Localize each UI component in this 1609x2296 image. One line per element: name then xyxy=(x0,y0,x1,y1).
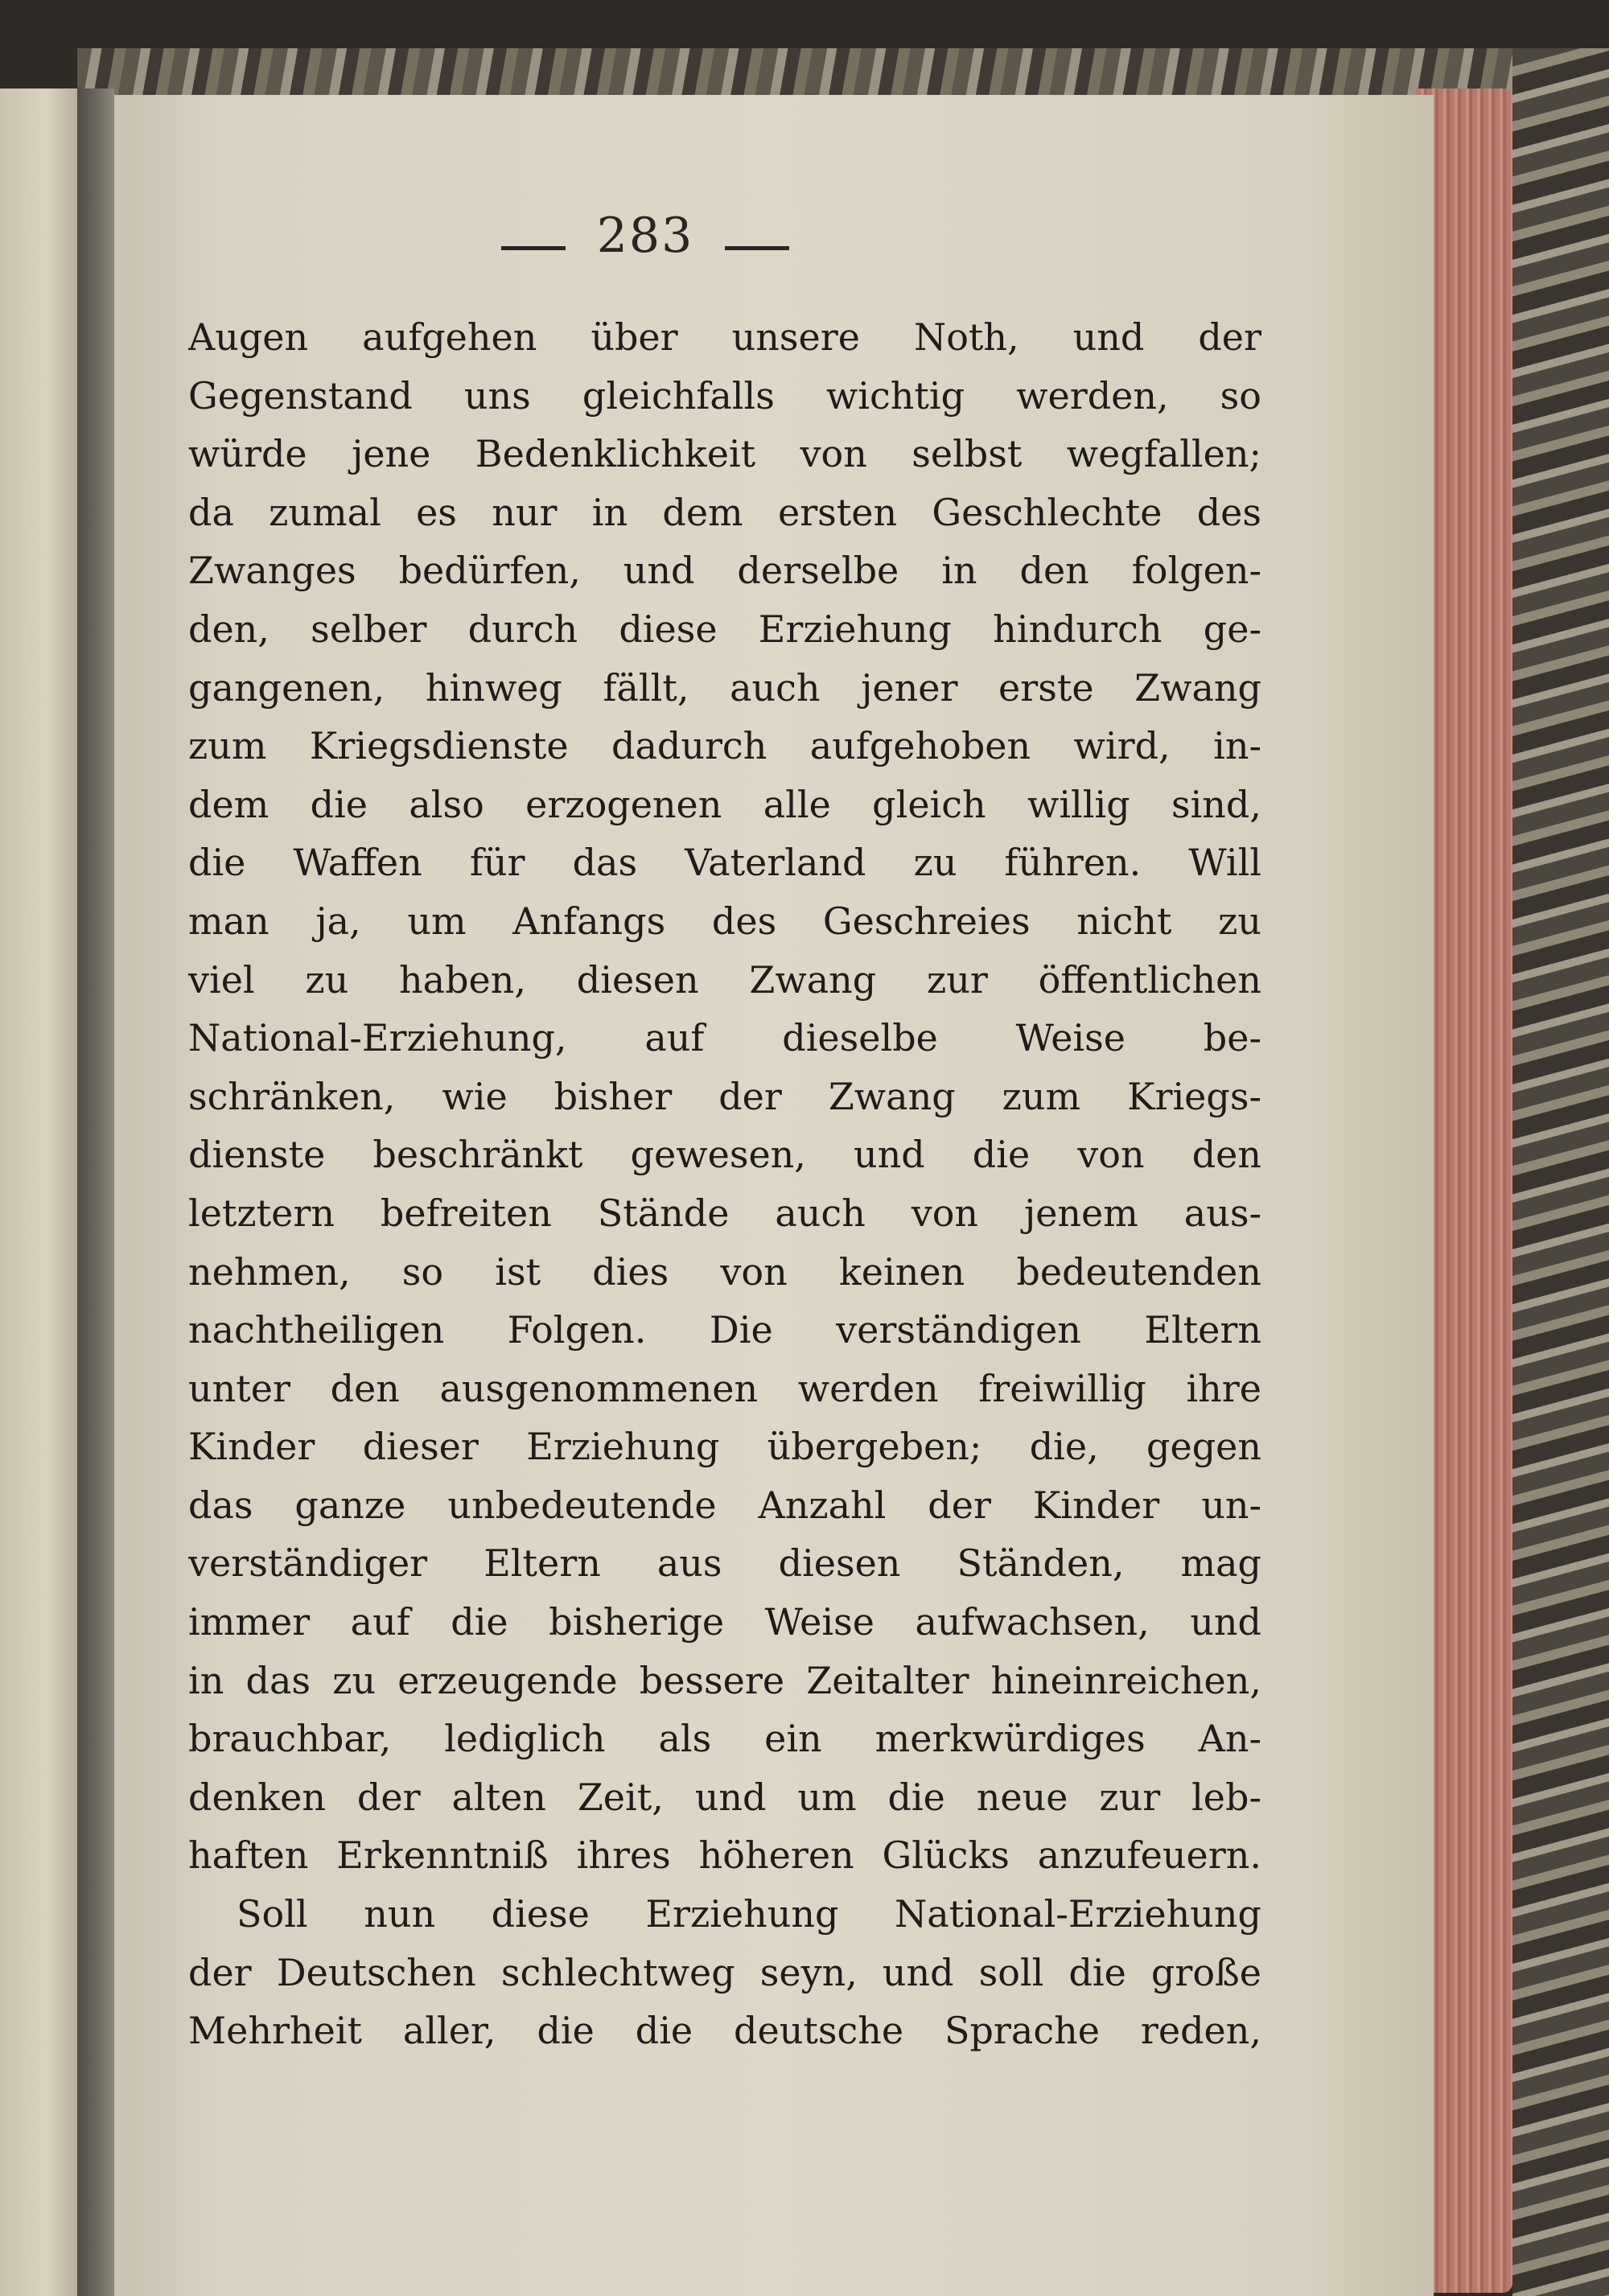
text-line: gangenen, hinweg fällt, auch jener erste Zwang xyxy=(188,665,1261,710)
text-line: Gegenstand uns gleichfalls wichtig werden, so xyxy=(188,373,1261,418)
text-line: da zumal es nur in dem ersten Geschlechte des xyxy=(188,490,1261,534)
book-page xyxy=(114,95,1434,2296)
page-number: 283 xyxy=(596,208,694,264)
text-line: dienste beschränkt gewesen, und die von den xyxy=(188,1133,1261,1177)
marbled-cover-right xyxy=(1512,48,1609,2296)
marbled-cover-top xyxy=(77,48,1609,97)
text-line: die Waffen für das Vaterland zu führen. Will xyxy=(188,841,1261,885)
text-line: nehmen, so ist dies von keinen bedeutenden xyxy=(188,1249,1261,1294)
text-line: den, selber durch diese Erziehung hindurch ge- xyxy=(188,607,1261,651)
text-line: viel zu haben, diesen Zwang zur öffentlichen xyxy=(188,957,1261,1002)
text-line: zum Kriegsdienste dadurch aufgehoben wird, in- xyxy=(188,724,1261,768)
text-line: Zwanges bedürfen, und derselbe in den folgen- xyxy=(188,549,1261,593)
text-line: nachtheiligen Folgen. Die verständigen Eltern xyxy=(188,1308,1261,1352)
text-line: brauchbar, lediglich als ein merkwürdiges An- xyxy=(188,1717,1261,1761)
text-line: Mehrheit aller, die die deutsche Sprache reden, xyxy=(188,2009,1261,2053)
facing-page-edge xyxy=(0,88,77,2296)
paragraph-end-line: haften Erkenntniß ihres höheren Glücks anzufeuern. xyxy=(188,1833,1261,1878)
text-line: in das zu erzeugende bessere Zeitalter hineinreichen, xyxy=(188,1658,1261,1702)
page-header xyxy=(0,208,1305,264)
header-dash-left xyxy=(501,246,566,250)
text-line: Augen aufgehen über unsere Noth, und der xyxy=(188,315,1261,359)
text-line: dem die also erzogenen alle gleich willig sind, xyxy=(188,782,1261,826)
text-line: denken der alten Zeit, und um die neue zur leb- xyxy=(188,1775,1261,1819)
text-line: der Deutschen schlechtweg seyn, und soll die große xyxy=(188,1950,1261,1994)
page-body-text xyxy=(188,308,1261,2060)
header-dash-right xyxy=(725,246,789,250)
text-line: Kinder dieser Erziehung übergeben; die, gegen xyxy=(188,1425,1261,1469)
text-line: verständiger Eltern aus diesen Ständen, mag xyxy=(188,1541,1261,1586)
text-line: letztern befreiten Stände auch von jenem aus- xyxy=(188,1191,1261,1235)
text-line: unter den ausgenommenen werden freiwillig ihre xyxy=(188,1366,1261,1410)
text-line: das ganze unbedeutende Anzahl der Kinder un- xyxy=(188,1483,1261,1527)
text-line: man ja, um Anfangs des Geschreies nicht zu xyxy=(188,899,1261,943)
text-line: immer auf die bisherige Weise aufwachsen, und xyxy=(188,1600,1261,1644)
text-line: schränken, wie bisher der Zwang zum Kriegs- xyxy=(188,1074,1261,1118)
book-gutter xyxy=(77,88,114,2296)
paragraph-start-line: Soll nun diese Erziehung National-Erziehung xyxy=(237,1892,1261,1936)
text-line: würde jene Bedenklichkeit von selbst wegfallen; xyxy=(188,432,1261,476)
text-line: National-Erziehung, auf dieselbe Weise be- xyxy=(188,1016,1261,1060)
